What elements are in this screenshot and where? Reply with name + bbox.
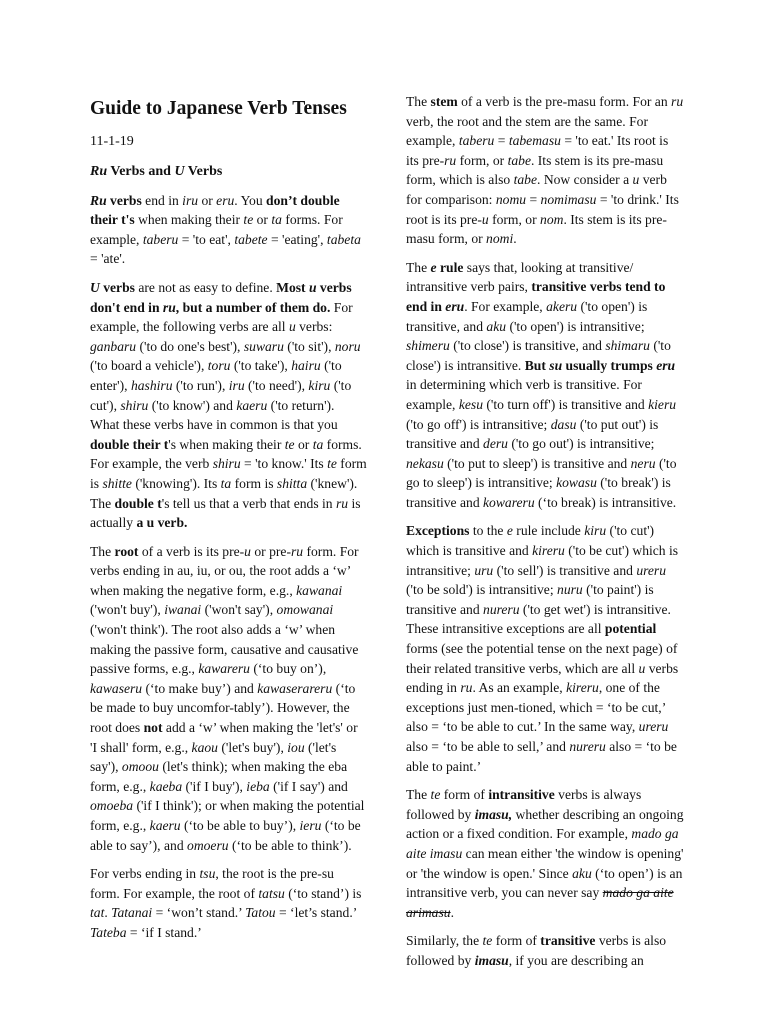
text-run: , but a number of them do.	[175, 299, 331, 315]
text-run: ('to put to sleep') is transitive and	[443, 455, 631, 471]
text-run: ureru	[638, 719, 669, 735]
text-run: ganbaru	[90, 338, 137, 354]
paragraph	[90, 191, 367, 269]
text-run: ('let's say'),	[90, 739, 337, 775]
text-run: omoou	[121, 759, 159, 775]
text-run: ru	[290, 543, 304, 559]
text-run: form of	[492, 933, 541, 949]
text-run: Ru	[90, 192, 107, 208]
text-run: ('to be sold') is intransitive;	[406, 582, 558, 598]
text-run: ('to close') is transitive, and	[449, 338, 606, 354]
text-run: ('to be cut') which is intransitive;	[406, 543, 679, 578]
text-run: , if you are describing an	[508, 952, 644, 968]
text-run: ta	[220, 475, 232, 491]
text-run: u	[481, 211, 489, 227]
text-run: =	[494, 133, 509, 149]
text-run: 's tell us that a verb that ends in	[161, 495, 336, 511]
text-run: ru	[671, 94, 684, 109]
text-run: .	[450, 904, 454, 920]
text-run: (‘to be able to buy’),	[180, 818, 300, 833]
text-run: potential	[604, 621, 657, 637]
text-run: ('to get wet') is intransitive. These intransitive exceptions are all	[406, 601, 671, 637]
text-run: tabe	[513, 172, 538, 188]
text-run: kaeba	[149, 778, 183, 794]
text-run: u	[638, 660, 646, 676]
text-run: But	[524, 357, 550, 373]
text-run: uru	[474, 562, 494, 578]
text-run: . As an example,	[472, 680, 567, 696]
text-run: ('to run'),	[172, 377, 229, 393]
text-run: e	[506, 523, 513, 539]
text-run: double their t	[90, 436, 169, 452]
text-run: ('knew'). The	[90, 475, 358, 511]
text-run: or	[198, 192, 217, 208]
text-run: kiru	[308, 377, 331, 393]
text-run: end in	[141, 192, 183, 208]
text-run: hairu	[291, 358, 321, 374]
text-run: mado ga aite arimasu	[406, 885, 674, 920]
text-run: Tatanai	[111, 905, 153, 921]
text-run: u	[288, 319, 296, 335]
paragraph	[90, 864, 367, 942]
text-run: is actually	[90, 495, 361, 531]
text-run: or	[294, 436, 313, 452]
text-run: ('if I think'); or when making the potential form, e.g.,	[90, 798, 365, 833]
text-run: = ‘won’t stand.’	[152, 905, 246, 921]
text-run: kawareru	[198, 661, 250, 677]
text-run: form, or	[488, 211, 541, 227]
text-run: = ‘let’s stand.’	[275, 905, 357, 921]
text-run: forms. For example,	[90, 212, 343, 247]
text-run: = ‘if I stand.’	[126, 924, 202, 940]
document-title: Guide to Japanese Verb Tenses	[90, 98, 347, 119]
text-run: eru	[445, 298, 465, 314]
text-run: kireru	[566, 680, 599, 696]
text-run: are not as easy to define.	[134, 279, 277, 295]
text-run: ('to sit'),	[283, 338, 335, 354]
text-run: omowanai	[276, 602, 334, 618]
text-run: verbs	[99, 279, 135, 295]
text-run: iru	[228, 377, 245, 393]
text-run: eru	[656, 357, 676, 373]
text-run: nomu	[495, 191, 527, 207]
text-run: iwanai	[164, 602, 202, 618]
text-run: says that, looking at transitive/ intransitive verb pairs,	[406, 259, 634, 295]
text-run: tabeta	[326, 231, 361, 247]
text-run: omoeba	[90, 798, 134, 814]
text-run: kieru	[648, 396, 677, 412]
left-body	[90, 191, 367, 943]
text-run: nom	[540, 211, 564, 227]
text-run: = 'to eat',	[178, 231, 235, 247]
text-run: kaou	[191, 739, 218, 755]
text-run: ru	[162, 299, 176, 315]
text-run: taberu	[458, 133, 495, 149]
text-run: The	[406, 94, 431, 109]
section-heading	[90, 162, 367, 182]
text-run: te	[243, 212, 254, 228]
text-run: u	[308, 279, 317, 295]
text-run: ieru	[299, 818, 322, 833]
heading-run: Verbs and	[107, 163, 175, 179]
text-run: form. For verbs ending in au, iu, or ou, the root adds a ‘w’ when making the negative form, e.g.,	[90, 543, 359, 598]
text-run: . You	[234, 192, 267, 208]
text-run: ('to open') is transitive, and	[406, 298, 648, 334]
text-run: ('to board a vehicle'),	[90, 358, 208, 374]
text-run: ('to break') is transitive and	[406, 475, 671, 510]
text-run: also = ‘to be able to sell,’ and	[406, 739, 570, 754]
text-run: ta	[312, 436, 324, 452]
text-run: verbs	[106, 192, 142, 208]
text-run: = 'to drink.' Its root is its pre-	[406, 191, 679, 227]
right-column	[406, 92, 684, 980]
text-run: ('to open') is intransitive;	[506, 318, 645, 334]
text-run: kawaserareru	[257, 680, 333, 696]
text-run: . Its stem is its pre-masu form, which is also	[406, 152, 664, 188]
text-run: For example, the following verbs are all	[90, 299, 353, 335]
text-run: , one of the exceptions just men-tioned, which = ‘to be cut,’ also = ‘to be able to cut.’ In the same way,	[406, 680, 666, 735]
text-run: rule include	[512, 523, 585, 539]
paragraph	[406, 92, 684, 249]
text-run: verb, the root and the stem are the same. For example,	[406, 113, 648, 149]
text-run: shitta	[276, 475, 308, 491]
text-run: intransitive	[488, 787, 555, 803]
text-run: ('to go to sleep') is intransitive;	[406, 455, 677, 491]
text-run: form is	[90, 456, 367, 491]
text-run: ru	[460, 680, 473, 696]
text-run: of a verb is its pre-	[138, 543, 245, 559]
text-run: nomimasu	[540, 191, 597, 207]
text-run: =	[526, 191, 541, 207]
text-run: te	[482, 933, 493, 949]
text-run: (‘to stand’) is	[284, 885, 362, 901]
text-run: whether describing an ongoing action or a fixed condition. For example,	[406, 806, 684, 842]
text-run: kaeru	[149, 818, 181, 833]
text-run: form of	[440, 787, 489, 803]
text-run: Most	[276, 279, 309, 295]
text-run: deru	[483, 436, 508, 452]
text-run: ru	[444, 152, 457, 168]
text-run: nuru	[557, 582, 583, 598]
text-run: akeru	[546, 298, 578, 314]
text-run: verbs ending in	[406, 660, 679, 696]
text-run: verb for comparison:	[406, 172, 667, 207]
left-column	[90, 92, 367, 952]
text-run: toru	[207, 358, 231, 374]
text-run: ('to cut') which is transitive and	[406, 523, 655, 559]
text-run: add a ‘w’ when making the 'let's' or 'I shall' form, e.g.,	[90, 720, 358, 755]
text-run: nureru	[483, 601, 520, 617]
text-run: ('to paint') is transitive and	[406, 582, 654, 617]
heading-run: U	[174, 163, 185, 179]
text-run: shimaru	[605, 338, 650, 354]
text-run: stem	[430, 94, 458, 109]
text-run: For verbs ending in	[90, 866, 200, 882]
text-run: The	[406, 259, 431, 275]
paragraph	[90, 278, 367, 533]
text-run: . Now consider a	[537, 172, 633, 188]
text-run: usually trumps	[562, 357, 657, 373]
text-run: .	[104, 905, 112, 921]
text-run: (‘to make buy’) and	[142, 680, 258, 696]
text-run: transitive verbs tend to end in	[406, 279, 666, 314]
text-run: not	[143, 720, 163, 736]
paragraph	[406, 521, 684, 776]
text-run: a u verb.	[136, 515, 188, 531]
text-run: aku	[486, 318, 507, 334]
text-run: (‘to buy on’),	[249, 661, 327, 677]
text-run: Similarly, the	[406, 933, 483, 949]
text-run: form, or	[456, 152, 508, 168]
text-run: ('to sell') is transitive and	[493, 562, 637, 578]
text-run: kowareru	[483, 494, 535, 510]
text-run: . Its stem is its pre-masu form, or	[406, 211, 667, 247]
text-run: kesu	[458, 396, 483, 412]
text-run: or pre-	[250, 543, 291, 559]
text-run: ('won't think'). The root also adds a ‘w’ when making the passive form, causative and causative passive forms, e.g.,	[90, 622, 359, 677]
text-run: ('to put out') is transitive and	[406, 416, 659, 452]
text-run: verbs is always followed by	[406, 787, 642, 822]
text-run: Tatou	[245, 905, 276, 921]
text-run: u	[632, 172, 640, 188]
text-run: te	[430, 787, 441, 803]
text-run: nomi	[486, 231, 514, 247]
text-run: iru	[182, 192, 199, 208]
text-run: noru	[334, 338, 361, 354]
text-run: can mean either 'the window is opening' or 'the window is open.' Since	[406, 845, 684, 881]
text-run: forms. For example, the verb	[90, 436, 362, 472]
text-run: neru	[630, 455, 656, 471]
text-run: te	[327, 456, 337, 472]
text-run: tabemasu	[508, 133, 561, 149]
text-run: ('let's buy'),	[217, 739, 288, 755]
paragraph	[90, 542, 367, 856]
text-run: dasu	[550, 416, 577, 432]
text-run: = 'to eat.' Its root is its pre-	[406, 133, 669, 168]
text-run: ureru	[636, 562, 667, 578]
text-run: shiru	[120, 397, 149, 413]
text-run: aku	[572, 865, 592, 881]
text-run: ('if I buy'),	[182, 778, 247, 794]
text-run: kireru	[532, 543, 565, 559]
text-run: rule	[436, 259, 464, 275]
text-run: ('to know') and	[148, 397, 237, 413]
text-run: u	[244, 543, 251, 559]
text-run: when making their	[134, 212, 244, 228]
paragraph	[406, 785, 684, 922]
text-run: ('to return'). What these verbs have in common is that you	[90, 397, 338, 433]
text-run: ru	[336, 495, 349, 511]
text-run: The	[406, 787, 431, 803]
text-run: imasu,	[474, 806, 513, 822]
text-run: ('to go out') is intransitive;	[507, 436, 655, 452]
text-run: = 'to know.' Its	[240, 456, 328, 472]
text-run: Exceptions	[406, 523, 470, 539]
text-run: = 'ate'.	[90, 251, 126, 267]
text-run: of a verb is the pre-masu form. For an	[457, 94, 672, 109]
text-run: ('to go off') is intransitive;	[406, 416, 551, 432]
text-run: nureru	[569, 739, 606, 754]
text-run: (‘to be able to think’).	[228, 837, 352, 853]
text-run: forms (see the potential tense on the next page) of their related transitive verbs, which are all	[406, 641, 678, 676]
text-run: The	[90, 543, 115, 559]
text-run: root	[114, 543, 139, 559]
text-run: to the	[469, 523, 507, 539]
text-run: ('won't say'),	[201, 602, 277, 618]
right-body	[406, 92, 684, 971]
text-run: = 'eating',	[267, 231, 327, 247]
text-run: shiru	[212, 456, 241, 472]
text-run: ('if I say') and	[269, 778, 348, 794]
text-run: ieba	[246, 778, 270, 794]
text-run: su	[549, 357, 563, 373]
text-run: Tateba	[90, 924, 127, 940]
text-run: tat	[90, 905, 105, 921]
text-run: . For example,	[464, 298, 547, 314]
text-run: kowasu	[556, 475, 597, 491]
text-run: imasu	[474, 952, 509, 968]
text-run: kawaseru	[90, 680, 143, 696]
text-run: ('to cut'),	[90, 377, 352, 413]
text-run: , the root is the pre-su form. For example, the root of	[90, 866, 334, 901]
text-run: ('to enter'),	[90, 358, 342, 393]
text-run: verbs is also followed by	[406, 933, 667, 968]
document-date: 11-1-19	[90, 134, 134, 149]
text-run: in determining which verb is transitive. For example,	[406, 377, 642, 412]
text-run: eru	[216, 192, 235, 208]
text-run: ('to close') is intransitive.	[406, 338, 671, 373]
text-run: ('knowing'). Its	[131, 475, 221, 491]
text-run: tabete	[234, 231, 268, 247]
text-run: (‘to break) is intransitive.	[534, 494, 677, 510]
text-run: kiru	[584, 523, 607, 539]
text-run: shimeru	[406, 338, 450, 354]
text-run: nekasu	[406, 455, 444, 471]
text-run: don’t double their t's	[90, 192, 340, 228]
text-run: ('to take'),	[230, 358, 292, 374]
text-run: taberu	[142, 231, 179, 247]
paragraph	[406, 258, 684, 513]
text-run: (‘to open’) is an intransitive verb, you can never say	[406, 865, 683, 901]
text-run: kaeru	[236, 397, 268, 413]
heading-run: Ru	[90, 163, 108, 179]
text-run: (‘to be made to buy uncomfor-tably’). However, the root does	[90, 680, 356, 736]
text-run: te	[284, 436, 295, 452]
text-run: .	[513, 231, 517, 247]
text-run: kawanai	[296, 582, 343, 598]
text-run: suwaru	[243, 338, 284, 354]
text-run: ('to need'),	[244, 377, 309, 393]
text-run: iou	[287, 739, 305, 755]
text-run: tabe	[507, 152, 531, 168]
text-run: omoeru	[187, 837, 229, 853]
text-run: shitte	[102, 475, 132, 491]
text-run: or	[253, 212, 272, 228]
text-run: transitive	[540, 933, 596, 949]
heading-run: Verbs	[184, 163, 223, 179]
text-run: (‘to be able to say’), and	[90, 818, 361, 853]
text-run: double t	[114, 495, 162, 511]
text-run: e	[430, 259, 437, 275]
text-run: verbs:	[295, 319, 333, 335]
text-run: 's when making their	[168, 436, 285, 452]
text-run: tatsu	[258, 885, 285, 901]
text-run: (let's think); when making the eba form, e.g.,	[90, 759, 348, 794]
text-run: also = ‘to be able to paint.’	[406, 739, 677, 774]
paragraph	[406, 931, 684, 970]
text-run: ('to do one's best'),	[136, 338, 244, 354]
text-run: hashiru	[130, 377, 173, 393]
text-run: verbs don't end in	[90, 279, 352, 315]
text-run: form is	[231, 475, 277, 491]
text-run: mado ga aite imasu	[406, 826, 679, 861]
text-run: ('to turn off') is transitive and	[483, 396, 649, 412]
text-run: tsu	[199, 866, 216, 882]
text-run: ('won't buy'),	[90, 602, 165, 618]
text-run: ta	[271, 212, 282, 228]
text-run: U	[90, 279, 100, 295]
